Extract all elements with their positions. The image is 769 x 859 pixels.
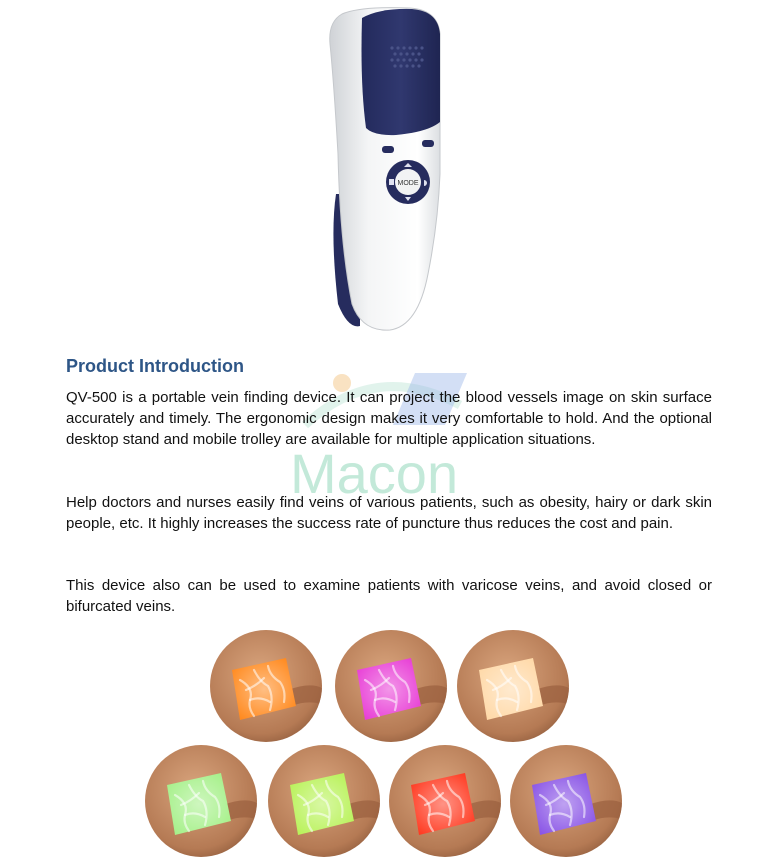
section-title: Product Introduction	[66, 356, 244, 376]
vein-finder-device-image	[300, 4, 460, 334]
projection-sample-3	[457, 630, 569, 742]
projection-sample-7	[510, 745, 622, 857]
projection-sample-5	[268, 745, 380, 857]
mode-button-label: MODE	[397, 180, 419, 187]
projection-sample-6	[389, 745, 501, 857]
projection-sample-1	[210, 630, 322, 742]
intro-paragraph: QV-500 is a portable vein finding device. It can project the blood vessels image on skin surface accurately and timely. The ergonomic design makes it very comfortable to hold. And the optional desktop stand and mobile trolley are available for multiple application situations.	[66, 389, 712, 448]
varicose-paragraph: This device also can be used to examine patients with varicose veins, and avoid closed or bifurcated veins.	[66, 577, 712, 615]
projection-sample-4	[145, 745, 257, 857]
watermark-brand-text: Macon	[290, 442, 459, 500]
benefit-paragraph: Help doctors and nurses easily find veins of various patients, such as obesity, hairy or dark skin people, etc. It highly increases the success rate of puncture thus reduces the cost and pain.	[66, 494, 712, 532]
projection-sample-2	[335, 630, 447, 742]
